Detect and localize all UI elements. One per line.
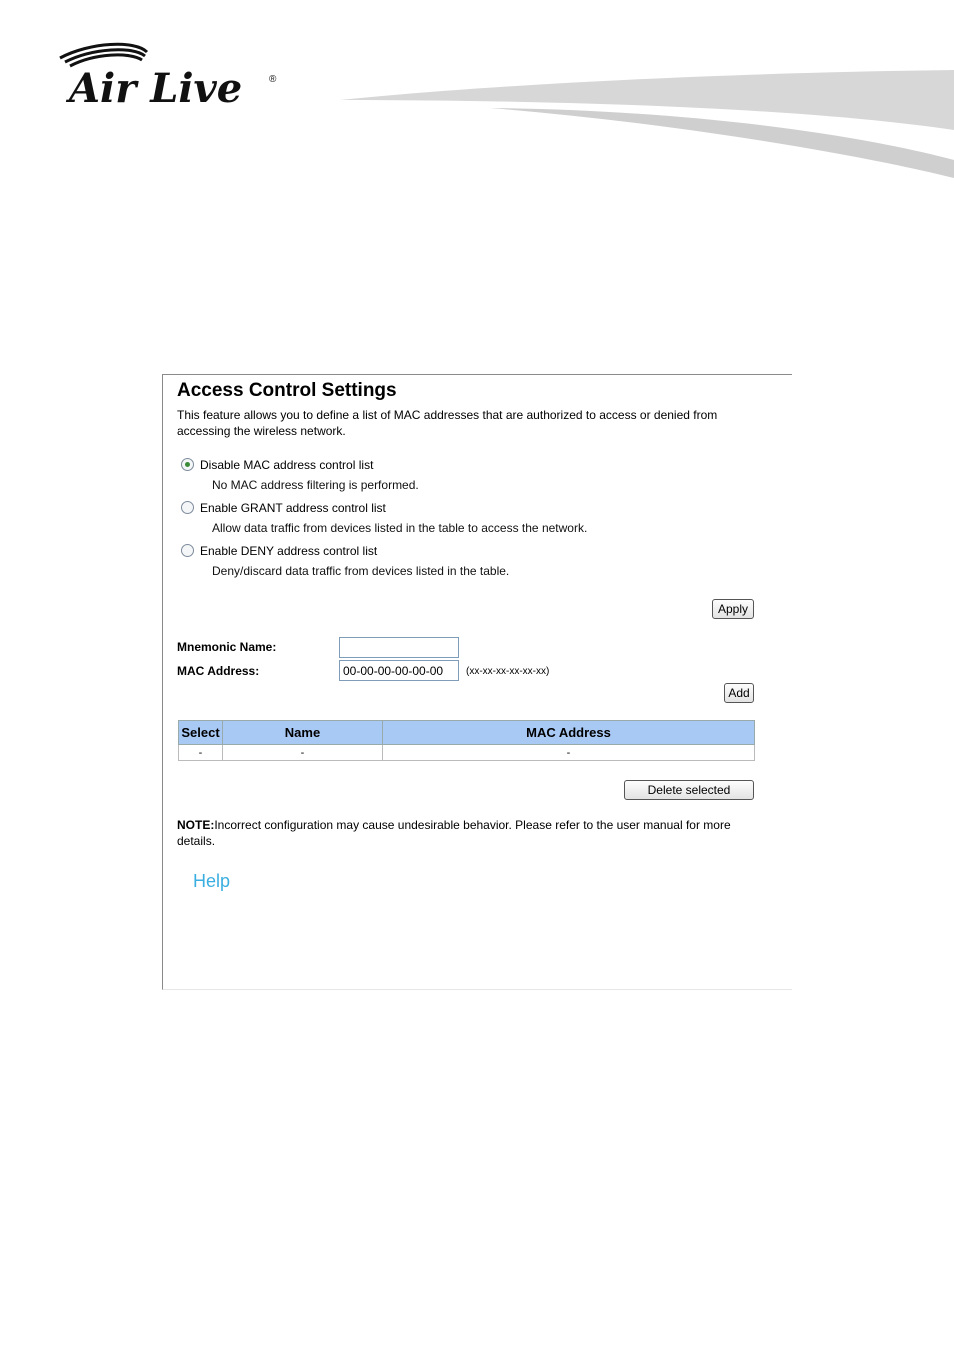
- cell-select: -: [179, 745, 223, 761]
- col-select: Select: [179, 721, 223, 745]
- note-prefix: NOTE:: [177, 818, 215, 832]
- access-control-panel: [162, 374, 792, 990]
- col-mac-address: MAC Address: [383, 721, 755, 745]
- table-row: [179, 745, 755, 761]
- registered-mark: ®: [269, 74, 277, 85]
- airlive-logo: [55, 40, 285, 112]
- apply-button[interactable]: Apply: [712, 599, 754, 619]
- page-title: Access Control Settings: [177, 380, 397, 401]
- radio-disable[interactable]: [181, 458, 194, 471]
- option-disable-desc: No MAC address filtering is performed.: [212, 478, 419, 492]
- mac-address-input[interactable]: [339, 660, 459, 681]
- radio-grant[interactable]: [181, 501, 194, 514]
- option-disable-label: Disable MAC address control list: [200, 458, 374, 472]
- help-link[interactable]: Help: [193, 871, 231, 891]
- delete-selected-button[interactable]: Delete selected: [624, 780, 754, 800]
- cell-name: -: [223, 745, 383, 761]
- option-grant-label: Enable GRANT address control list: [200, 501, 386, 515]
- mac-address-label: MAC Address:: [177, 664, 260, 678]
- intro-text: This feature allows you to define a list of MAC addresses that are authorized to access or denied from accessing the wireless network.: [177, 408, 718, 438]
- add-button[interactable]: Add: [724, 683, 754, 703]
- option-disable[interactable]: [181, 458, 373, 472]
- mac-format-hint: (xx-xx-xx-xx-xx-xx): [466, 666, 550, 677]
- col-name: Name: [223, 721, 383, 745]
- cell-mac: -: [383, 745, 755, 761]
- option-deny[interactable]: [181, 544, 377, 558]
- mnemonic-input[interactable]: [339, 637, 459, 658]
- radio-deny[interactable]: [181, 544, 194, 557]
- option-deny-desc: Deny/discard data traffic from devices listed in the table.: [212, 564, 510, 578]
- mnemonic-label: Mnemonic Name:: [177, 640, 277, 654]
- note-body: Incorrect configuration may cause undesirable behavior. Please refer to the user manual for more details.: [177, 818, 731, 848]
- option-deny-label: Enable DENY address control list: [200, 544, 378, 558]
- logo-text: Air Live: [69, 65, 243, 112]
- mac-list-table: [178, 720, 755, 761]
- option-grant[interactable]: [181, 501, 386, 515]
- note-text: [177, 817, 757, 849]
- header-swoosh-graphic: [340, 60, 954, 190]
- option-grant-desc: Allow data traffic from devices listed in the table to access the network.: [212, 521, 588, 535]
